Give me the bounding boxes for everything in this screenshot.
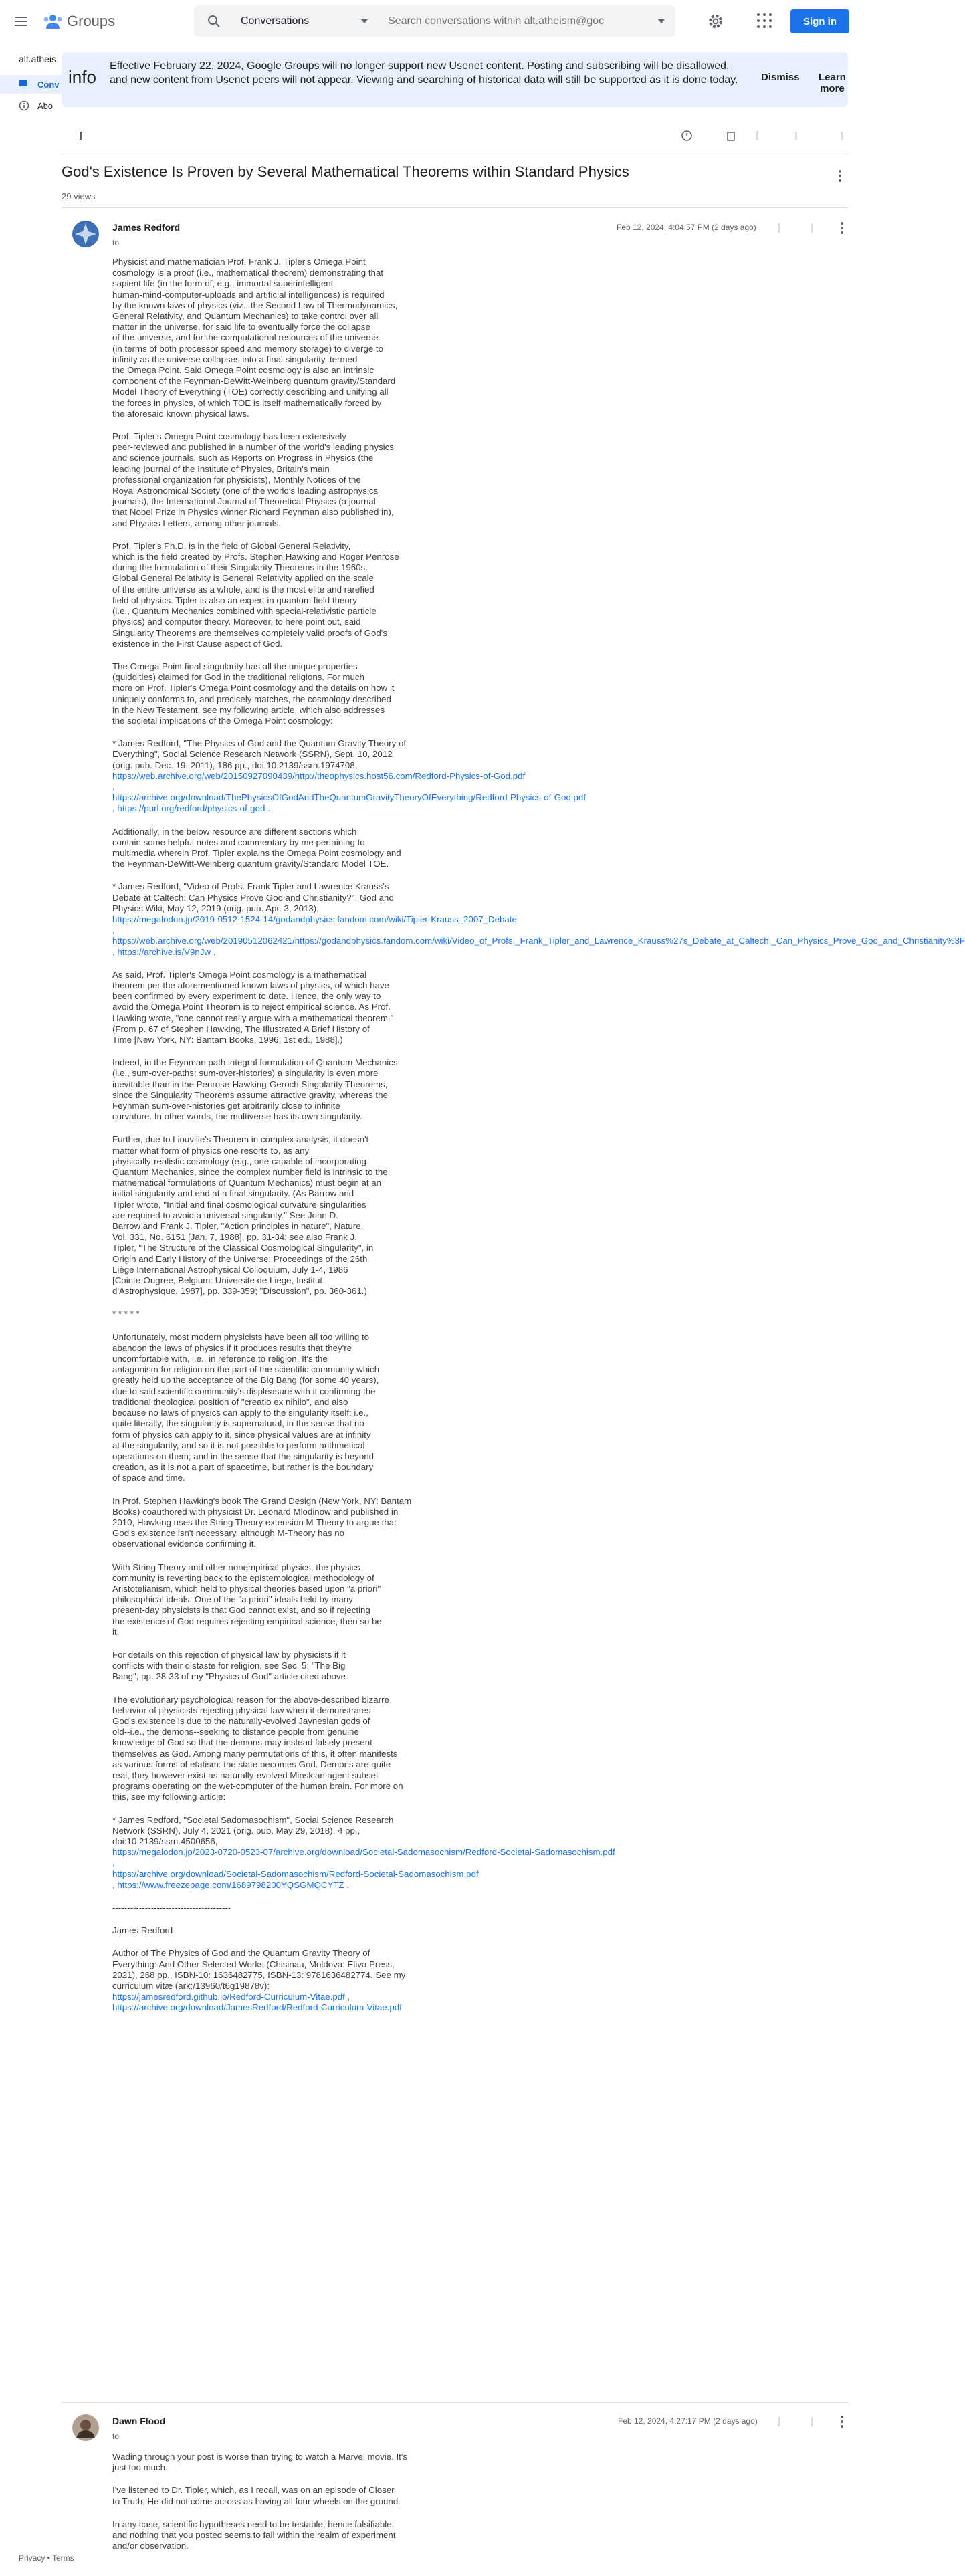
gear-icon[interactable] (706, 12, 725, 31)
avatar[interactable] (72, 2414, 99, 2441)
search-options-caret-icon[interactable] (658, 19, 665, 23)
post-paragraph: Additionally, in the below resource are different sections which contain some helpful notes and commentary by me pertaining to multimedia wherein Prof. Tipler explains the Omega Point cosmology and the Feynman-DeWitt-Weinberg quantum gravity/Standard Model TOE. (112, 826, 401, 869)
post-paragraph: Wading through your post is worse than trying to watch a Marvel movie. It's just too much. (112, 2452, 408, 2473)
thread-title: God's Existence Is Proven by Several Mathematical Theorems within Standard Physics (62, 163, 629, 180)
banner-text: Effective February 22, 2024, Google Groups will no longer support new Usenet content. Posting and subscribing will be disallowed, and new content from Usenet peers will not appear. Viewing and searching of historical data will still be supported as it is done today. (110, 60, 738, 86)
cv-link[interactable]: https://jamesredford.github.io/Redford-Curriculum-Vitae.pdf , (112, 1992, 350, 2002)
post-paragraph: The evolutionary psychological reason for the above-described bizarre behavior of physicists rejecting physical law when it demonstrates God's existence is due to the naturally-evolved Jaynesian gods of old--i.e., the demons--seeking to distance people from genuine knowledge of God so that the demons may instead falsely present themselves as God. Among many permutations of this, it often manifests as various forms of etatism: the state becomes God. Demons are quite real, they however exist as naturally-evolved Minskian agent subset programs operating on the wet-computer of the human brain. For more on this, see my following article: (112, 1694, 403, 1802)
reference-text: * James Redford, "Video of Profs. Frank Tipler and Lawrence Krauss's Debate at Caltech: Can Physics Prove God and Christianity?", God and Physics Wiki, May 12, 2019 (orig. pub. Apr. 3, 2013), (112, 881, 394, 914)
reference-link[interactable]: https://web.archive.org/web/20150927090439/http://theophysics.host56.com/Redford-Physics-of-God.pdf (112, 770, 526, 781)
scope-caret-icon[interactable] (361, 19, 368, 23)
signature-bio: Author of The Physics of God and the Quantum Gravity Theory of Everything: And Other Selected Works (Chisinau, Moldova: Eliva Press, 2021), 268 pp., ISBN-10: 1636482775, ISBN-13: 9781636482774. See my curriculum vitæ (ark:/13960/t6g19878v): (112, 1948, 406, 1992)
back-icon[interactable] (75, 130, 87, 142)
reference-link[interactable]: https://archive.org/download/Societal-Sadomasochism/Redford-Societal-Sadomasochism.pdf (112, 1868, 479, 1879)
usenet-notice-banner (62, 52, 848, 107)
search-scope-label: Conversations (241, 15, 310, 27)
thread-header-divider (62, 207, 848, 208)
groups-logo[interactable] (43, 11, 115, 32)
post-divider (62, 2402, 848, 2403)
post-recipient: to (112, 2432, 120, 2441)
reference-link[interactable]: , https://archive.is/V9nJw . (112, 946, 216, 957)
post-body (112, 2452, 487, 2563)
top-app-bar (0, 0, 859, 43)
post-paragraph: Unfortunately, most modern physicists have been all too willing to abandon the laws of physics if it produces results that they're uncomfortable with, i.e., in reference to religion. It's the antagonism for religion on the part of the scientific community which greatly held up the acceptance of the Big Bang (for some 40 years), due to said scientific community's displeasure with it confirming the traditional theological position of "creatio ex nihilo", and also because no laws of physics can apply to the singularity itself: i.e., quite literally, the singularity is supernatural, in the sense that no form of physics can apply to it, since physical values are at infinity at the singularity, and so it is not possible to perform arithmetical operations on them; and in the sense that the singularity is beyond creation, as it is not a part of spacetime, but rather is the boundary of space and time. (112, 1331, 380, 1483)
post-paragraph: Physicist and mathematician Prof. Frank J. Tipler's Omega Point cosmology is a proof (i.e., mathematical theorem) demonstrating that sapient life (in the form of, e.g., immortal superintelligent human-mind-computer-uploads and artificial intelligences) is required by the known laws of physics (viz., the Second Law of Thermodynamics, General Relativity, and Quantum Mechanics) to take control over all matter in the universe, for said life to eventually force the collapse of the universe, and for the computational resources of the universe (in terms of both processor speed and memory storage) to diverge to infinity as the universe collapses into a final singularity, termed the Omega Point. Said Omega Point cosmology is also an intrinsic component of the Feynman-DeWitt-Weinberg quantum gravity/Standard Model Theory of Everything (TOE) correctly describing and unifying all the forces in physics, of which TOE is itself mathematically forced by the aforesaid known physical laws. (112, 257, 398, 419)
post-author[interactable]: James Redford (112, 222, 181, 233)
post-paragraph: I've listened to Dr. Tipler, which, as I recall, was on an episode of Closer to Truth. He did not come across as having all four wheels on the ground. (112, 2485, 401, 2506)
main-menu-icon[interactable] (13, 13, 29, 29)
post-paragraph: The Omega Point final singularity has all the unique properties (quiddities) claimed for God in the traditional religions. For much more on Prof. Tipler's Omega Point cosmology and the details on how it uniquely conforms to, and precisely matches, the cosmology described in the New Testament, see my following article, which also addresses the societal implications of the Omega Point cosmology: (112, 661, 395, 726)
section-separator: * * * * * (112, 1309, 140, 1319)
chevron-right-icon[interactable] (836, 130, 848, 142)
thread-more-icon[interactable] (839, 170, 841, 182)
search-input[interactable] (388, 5, 642, 37)
link-separator: , (112, 1858, 115, 1868)
sidebar-item-label: Conv (37, 79, 60, 90)
reference-text: * James Redford, "The Physics of God and the Quantum Gravity Theory of Everything", Social Science Research Network (SSRN), Sept. 10, 2012 (orig. pub. Dec. 19, 2011), 186 pp., doi:10.2139/ssrn.1974708, (112, 738, 407, 770)
thread-toolbar (62, 127, 848, 148)
reference-link[interactable]: https://archive.org/download/ThePhysicsOfGodAndTheQuantumGravityTheoryOfEverything/Redford-Physics-of-God.pdf (112, 792, 586, 803)
post-paragraph: Further, due to Liouville's Theorem in complex analysis, it doesn't matter what form of physics one resorts to, as any physically-realistic cosmology (e.g., one capable of incorporating Quantum Mechanics, since the complex number field is intrinsic to the mathematical formulations of Quantum Mechanics) must begin at an initial singularity and end at a final singularity. (As Barrow and Tipler wrote, "Initial and final cosmological curvature singularities are required to avoid a universal singularity." See John D. Barrow and Frank J. Tipler, "Action principles in nature", Nature, Vol. 331, No. 6151 [Jan. 7, 1988], pp. 31-34; see also Frank J. Tipler, "The Structure of the Classical Cosmological Singularity", in Origin and Early History of the Universe: Proceedings of the 26th Liège International Astrophysical Colloquium, July 1-4, 1986 [Cointe-Ougree, Belgium: Universite de Liege, Institut d'Astrophysique, 1987], pp. 339-359; "Discussion", pp. 360-361.) (112, 1134, 388, 1297)
post-paragraph: In Prof. Stephen Hawking's book The Grand Design (New York, NY: Bantam Books) coauthored with physicist Dr. Leonard Mlodinow and published in 2010, Hawking uses the String Theory extension M-Theory to argue that God's existence isn't necessary, although M-Theory has no observational evidence confirming it. (112, 1495, 412, 1549)
forward-icon[interactable] (807, 2416, 819, 2428)
view-count: 29 views (62, 191, 96, 201)
avatar[interactable] (72, 221, 99, 247)
post-paragraph: As said, Prof. Tipler's Omega Point cosmology is a mathematical theorem per the aforementioned known laws of physics, of which have been confirmed by every experiment to date. Hence, the only way to avoid the Omega Point Theorem is to reject empirical science. As Prof. Hawking wrote, "one cannot really argue with a mathematical theorem." (From p. 67 of Stephen Hawking, The Illustrated A Brief History of Time [New York, NY: Bantam Books, 1996; 1st ed., 1988].) (112, 969, 394, 1045)
reply-icon[interactable] (773, 2416, 785, 2428)
sidebar-group-name[interactable]: alt.atheis (19, 53, 57, 64)
reference-link[interactable]: https://web.archive.org/web/20190512062421/https://godandphysics.fandom.com/wiki/Video_of_Profs._Frank_Tipler_and_Lawrence_Krauss%27s_Debate_at_Caltech:_Can_Physics_Prove_God_and_Christianity%3F (112, 936, 965, 946)
dismiss-button[interactable]: Dismiss (757, 71, 804, 84)
reference-link[interactable]: https://megalodon.jp/2019-0512-1524-14/godandphysics.fandom.com/wiki/Tipler-Krauss_2007_Debate (112, 914, 517, 924)
reference-text: * James Redford, "Societal Sadomasochism", Social Science Research Network (SSRN), July 4, 2021 (orig. pub. May 29, 2018), 4 pp., doi:10.2139/ssrn.4500656, (112, 1814, 394, 1846)
forward-icon[interactable] (807, 222, 819, 234)
search-bar (194, 5, 675, 37)
privacy-terms-footer[interactable]: Privacy • Terms (19, 2553, 74, 2563)
post-paragraph: Prof. Tipler's Omega Point cosmology has been extensively peer-reviewed and published in a number of the world's leading physics and science journals, such as Reports on Progress in Physics (the leading journal of the Institute of Physics, Britain's main professional organization for physicists), Monthly Notices of the Royal Astronomical Society (one of the world's leading astrophysics journals), the International Journal of Theoretical Physics (a journal that Nobel Prize in Physics winner Richard Feynman also published in), and Physics Letters, among other journals. (112, 431, 394, 528)
info-icon: info (68, 67, 96, 87)
post-more-icon[interactable] (836, 2416, 848, 2428)
post-paragraph: In any case, scientific hypotheses need to be testable, hence falsifiable, and nothing that you posted seems to fall within the realm of experiment and/or observation. (112, 2518, 396, 2551)
post-paragraph: With String Theory and other nonempirical physics, the physics community is reverting back to the epistemological methodology of Aristotelianism, which held to physical theories based upon "a priori" philosophical ideals. One of the "a priori" ideals held by many present-day physicists is that God cannot exist, and so if rejecting the existence of God requires rejecting empirical science, then so be it. (112, 1562, 382, 1637)
signature-name: James Redford (112, 1925, 173, 1936)
post-paragraph: Indeed, in the Feynman path integral formulation of Quantum Mechanics (i.e., sum-over-paths; sum-over-histories) a singularity is even more inevitable than in the Penrose-Hawking-Geroch Singularity Theorems, since the Singularity Theorems assume attractive gravity, whereas the Feynman sum-over-histories get arbitrarily close to infinite curvature. In other words, the multiverse has its own singularity. (112, 1057, 398, 1122)
chevron-left-icon[interactable] (790, 130, 802, 142)
signature-separator: ---------------------------------------- (112, 1903, 231, 1913)
reference-link[interactable]: , https://www.freezepage.com/1689798200YQSGMQCYTZ . (112, 1879, 350, 1890)
post-author[interactable]: Dawn Flood (112, 2416, 166, 2426)
reference-link[interactable]: , https://purl.org/redford/physics-of-god . (112, 803, 270, 814)
learn-more-button[interactable]: Learn more (815, 71, 850, 95)
search-scope-select[interactable] (241, 5, 374, 37)
apps-grid-icon[interactable] (757, 13, 773, 29)
post-more-icon[interactable] (836, 222, 848, 234)
post-paragraph: Prof. Tipler's Ph.D. is in the field of Global General Relativity, which is the field created by Profs. Stephen Hawking and Roger Penrose during the formulation of their Singularity Theorems in the 1960s. Global General Relativity is General Relativity applied on the scale of the entire universe as a whole, and is the most elite and rarefied field of physics. Tipler is also an expert in quantum field theory (i.e., Quantum Mechanics combined with special-relativistic particle physics) and computer theory. Moreover, to here point out, said Singularity Theorems are themselves completely valid proofs of God's existence in the First Cause aspect of God. (112, 540, 399, 649)
reply-icon[interactable] (773, 222, 785, 234)
post-paragraph: For details on this rejection of physical law by physicists if it conflicts with their distaste for religion, see Sec. 5: "The Big Bang", pp. 28-33 of my "Physics of God" article cited above. (112, 1649, 348, 1682)
link-separator: , (112, 925, 115, 936)
conversations-icon (19, 79, 29, 90)
sidebar-item-label: Abo (37, 100, 53, 111)
groups-logo-icon (43, 14, 63, 29)
delete-icon[interactable] (725, 130, 737, 142)
cv-link[interactable]: https://archive.org/download/JamesRedford/Redford-Curriculum-Vitae.pdf (112, 2002, 402, 2013)
reference-link[interactable]: https://megalodon.jp/2023-0720-0523-07/archive.org/download/Societal-Sadomasochism/Redford-Societal-Sadomasochism.pdf (112, 1847, 615, 1858)
post-body (112, 257, 965, 2026)
link-separator: , (112, 781, 115, 792)
post-recipient: to (112, 238, 120, 247)
logo-text: Groups (67, 13, 116, 29)
post-date: Feb 12, 2024, 4:04:57 PM (2 days ago) (617, 223, 756, 232)
info-outline-icon (19, 100, 29, 111)
post-date: Feb 12, 2024, 4:27:17 PM (2 days ago) (618, 2416, 758, 2426)
bookmark-icon[interactable] (752, 130, 764, 142)
sign-in-button[interactable]: Sign in (790, 9, 849, 33)
search-icon[interactable] (207, 15, 221, 28)
clock-icon[interactable] (681, 130, 693, 142)
